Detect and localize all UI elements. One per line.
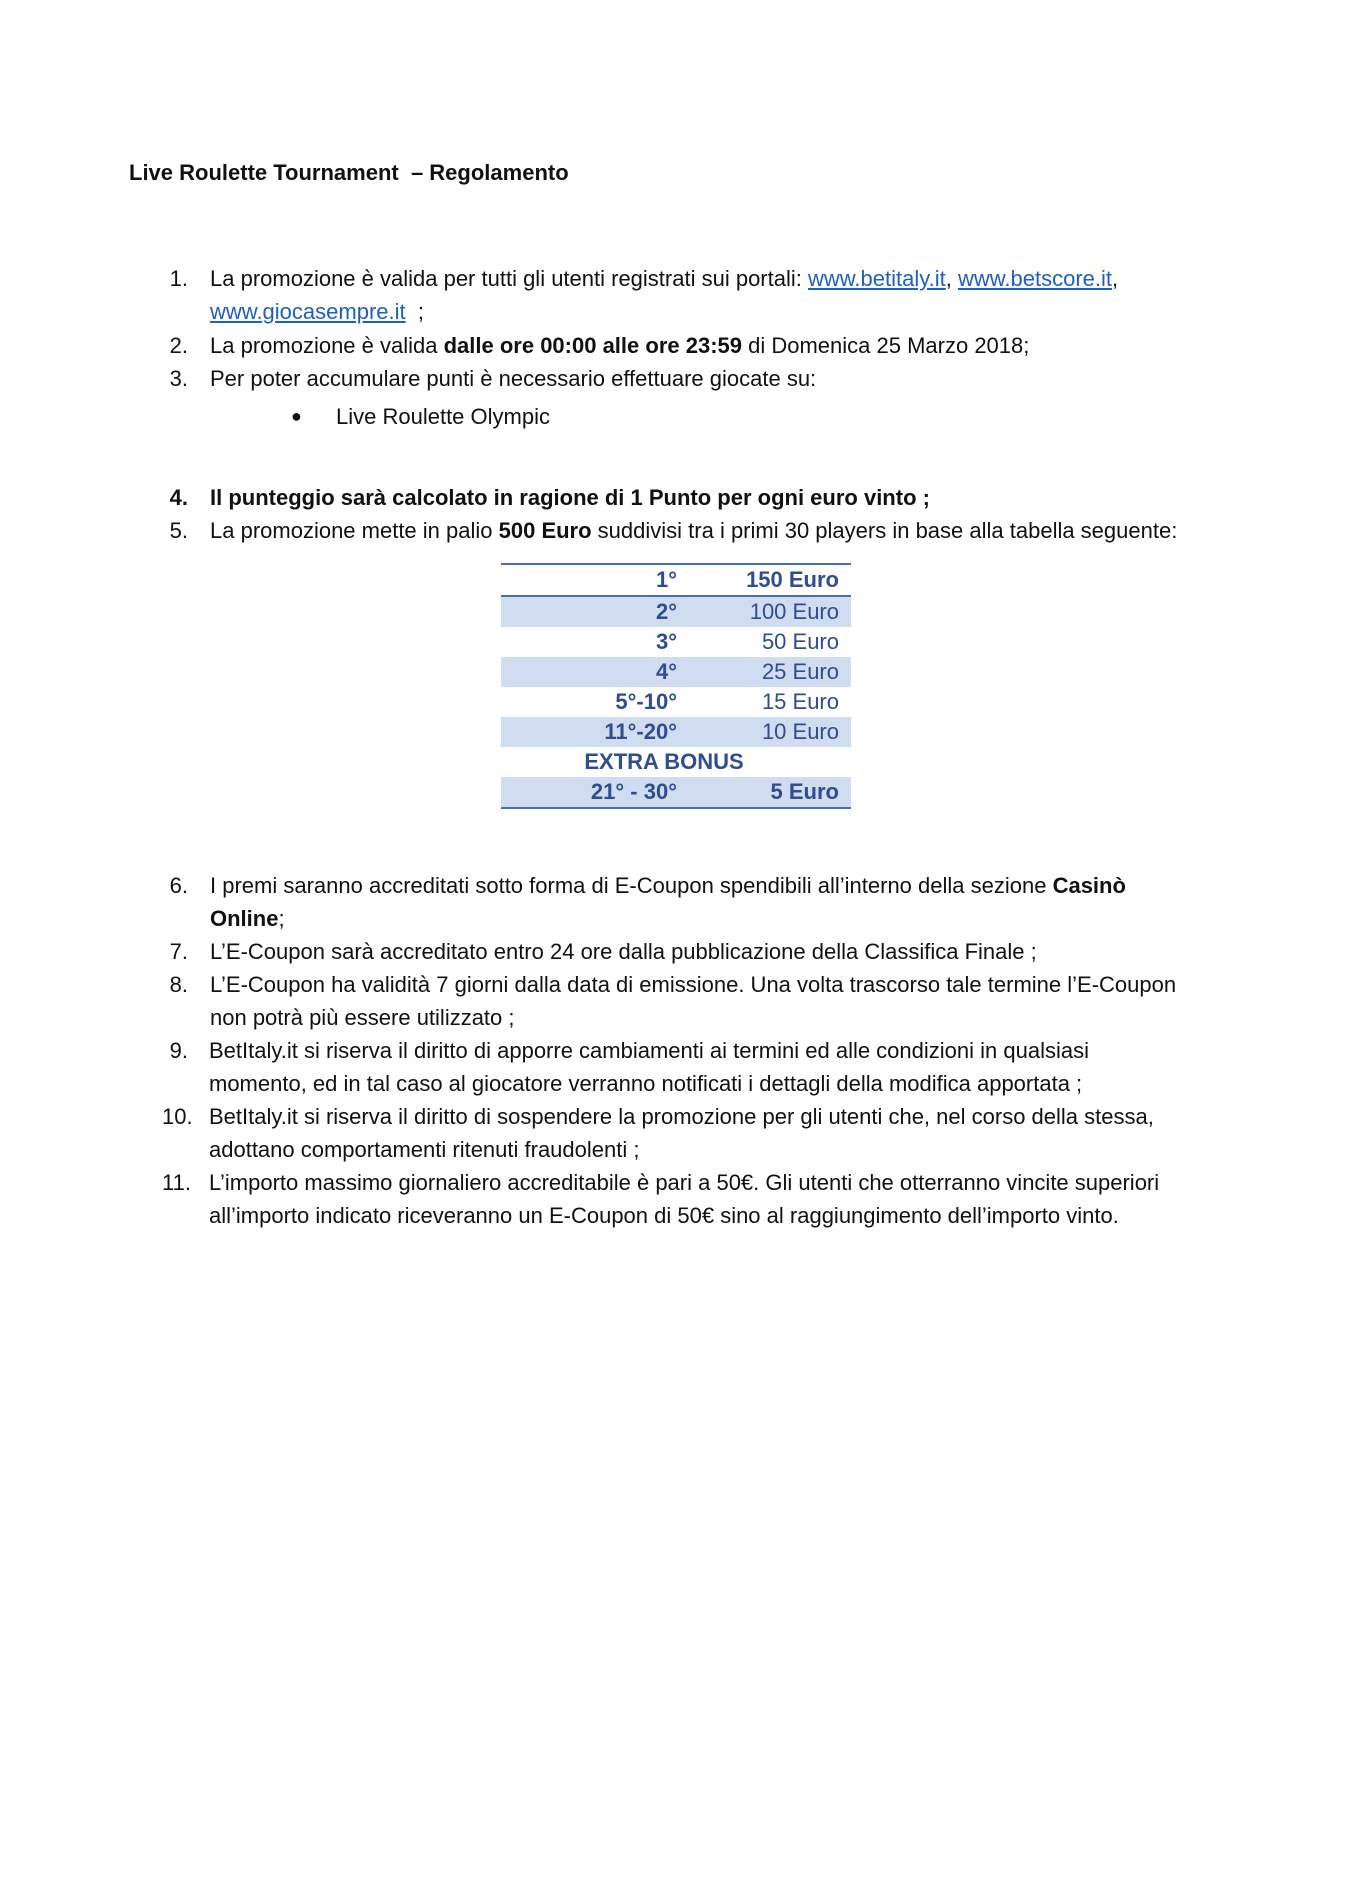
rule-text — [210, 329, 1220, 362]
rule-text: Il punteggio sarà calcolato in ragione di 1 Punto per ogni euro vinto ; — [210, 485, 930, 510]
rule-text — [210, 514, 1230, 547]
link-betscore[interactable]: www.betscore.it — [957, 266, 1113, 291]
table-row — [501, 747, 851, 777]
rule-number: 1. — [169, 266, 188, 291]
rule-text-line: L’E-Coupon ha validità 7 giorni dalla data di emissione. Una volta trascorso tale termine l’E-Coupon — [210, 972, 1177, 997]
page-title: Live Roulette Tournament – Regolamento — [129, 160, 569, 185]
amount-cell: 100 Euro — [677, 596, 851, 627]
rule-number: 2. — [169, 333, 188, 358]
rule-text: Per poter accumulare punti è necessario effettuare giocate su: — [210, 366, 817, 391]
rule-text-part: La promozione è valida — [210, 333, 444, 358]
rule-number: 6. — [169, 873, 188, 898]
extra-bonus-label — [501, 747, 851, 777]
position-cell: 3° — [655, 629, 677, 654]
rule-number: 10. — [162, 1104, 193, 1129]
rule-text-line: BetItaly.it si riserva il diritto di sospendere la promozione per gli utenti che, nel corso della stessa, — [209, 1104, 1154, 1129]
bullet-icon: ● — [291, 406, 302, 426]
position-cell: 21° - 30° — [501, 777, 677, 808]
table-row — [501, 627, 851, 657]
amount-cell: 5 Euro — [677, 777, 851, 808]
rule-text-line: non potrà più essere utilizzato ; — [210, 1005, 515, 1030]
amount-cell: 50 Euro — [761, 629, 839, 654]
rule-text: L’E-Coupon sarà accreditato entro 24 ore dalla pubblicazione della Classifica Finale ; — [210, 939, 1037, 964]
rule-text-part: La promozione mette in palio — [210, 518, 499, 543]
rule-text-line: L’importo massimo giornaliero accreditabile è pari a 50€. Gli utenti che otterranno vincite superiori — [209, 1170, 1160, 1195]
rule-text-part: I premi saranno accreditati sotto forma di E-Coupon spendibili all’interno della sezione — [210, 873, 1053, 898]
rule-text-line: momento, ed in tal caso al giocatore verranno notificati i dettagli della modifica apportata ; — [209, 1071, 1083, 1096]
table-row — [501, 657, 851, 687]
rule-text-line: all’importo indicato riceveranno un E-Coupon di 50€ sino al raggiungimento dell’importo vinto. — [209, 1203, 1119, 1228]
amount-cell: 25 Euro — [677, 657, 851, 687]
prize-table — [501, 563, 851, 809]
table-row — [501, 596, 851, 627]
rule-number: 8. — [169, 972, 188, 997]
rule-text — [210, 968, 1230, 1034]
position-cell: 4° — [501, 657, 677, 687]
amount-cell: 150 Euro — [677, 564, 851, 596]
rule-text-part: La promozione è valida per tutti gli utenti registrati sui portali: — [210, 266, 808, 291]
table-row — [501, 717, 851, 747]
rule-text-bold: Casinò — [1052, 873, 1126, 898]
rule-number: 9. — [169, 1038, 188, 1063]
rule-text — [210, 262, 1220, 328]
link-betitaly[interactable]: www.betitaly.it — [807, 266, 946, 291]
rule-text-bold: dalle ore 00:00 alle ore 23:59 — [443, 333, 742, 358]
link-giocasempre[interactable]: www.giocasempre.it — [210, 299, 406, 324]
rule-number: 3. — [169, 366, 188, 391]
position-cell: 2° — [501, 596, 677, 627]
rule-text-part: di Domenica 25 Marzo 2018; — [742, 333, 1030, 358]
position-cell: 11°-20° — [501, 717, 677, 747]
rule-text-part: suddivisi tra i primi 30 players in base alla tabella seguente: — [591, 518, 1178, 543]
rule-text-part: ; — [278, 906, 285, 931]
rule-text-line: BetItaly.it si riserva il diritto di apporre cambiamenti ai termini ed alle condizioni in qualsiasi — [209, 1038, 1089, 1063]
rule-text — [210, 869, 1220, 935]
rule-number: 4. — [169, 485, 188, 510]
rule-text-bold: 500 Euro — [498, 518, 592, 543]
table-row — [501, 564, 851, 596]
rule-number: 7. — [169, 939, 188, 964]
rule-text — [209, 1166, 1229, 1232]
bullet-item: Live Roulette Olympic — [336, 404, 550, 429]
table-row — [501, 777, 851, 808]
amount-cell: 15 Euro — [761, 689, 839, 714]
separator: , — [945, 266, 958, 291]
position-cell: 1° — [501, 564, 677, 596]
rule-number: 11. — [162, 1170, 191, 1195]
rule-text — [209, 1034, 1229, 1100]
rule-text-bold: Online — [210, 906, 279, 931]
separator: , — [1112, 266, 1119, 291]
rule-text-end: ; — [405, 299, 424, 324]
rule-text-line: adottano comportamenti ritenuti fraudolenti ; — [209, 1137, 640, 1162]
rule-text — [209, 1100, 1229, 1166]
extra-bonus-text: EXTRA BONUS — [584, 749, 744, 774]
rule-number: 5. — [169, 518, 188, 543]
table-row — [501, 687, 851, 717]
position-cell: 5°-10° — [615, 689, 677, 714]
amount-cell: 10 Euro — [677, 717, 851, 747]
